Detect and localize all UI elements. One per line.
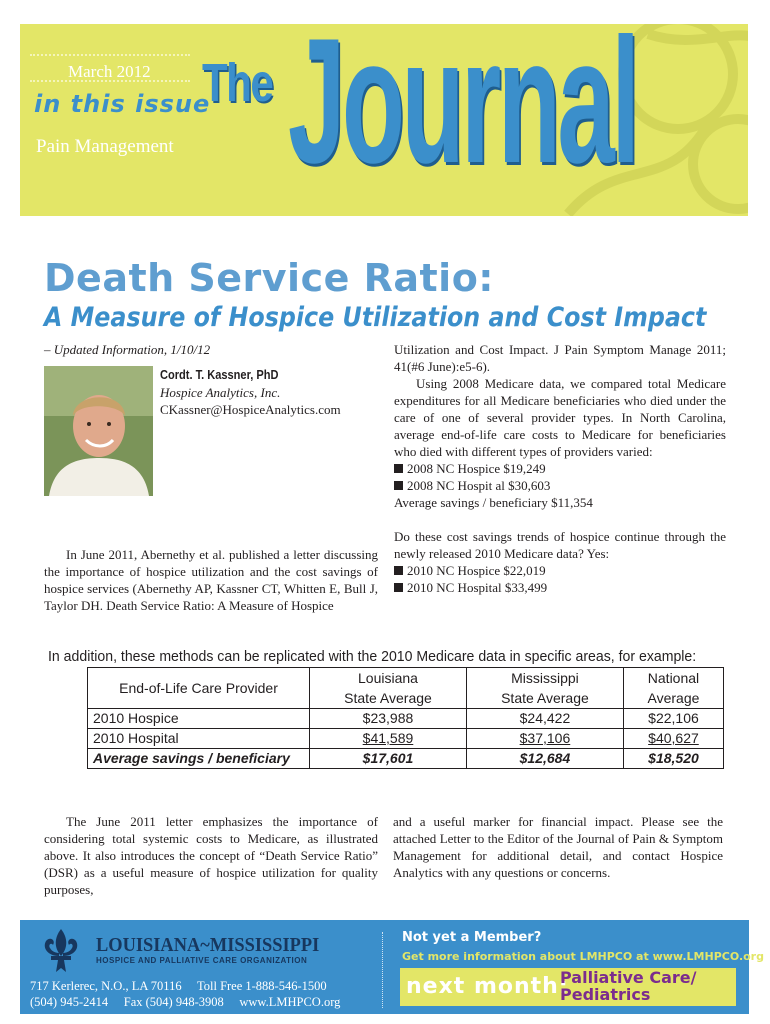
author-photo xyxy=(44,366,153,496)
org-name: LOUISIANA~MISSISSIPPI xyxy=(96,934,320,956)
cell-national: $18,520 xyxy=(623,749,723,769)
cell-national: $40,627 xyxy=(623,729,723,749)
header-louisiana-line2: State Average xyxy=(344,690,432,706)
issue-date: March 2012 xyxy=(68,62,151,81)
member-info-link[interactable]: Get more information about LMHPCO at www.LMHPCO.org xyxy=(402,950,764,963)
author-organization: Hospice Analytics, Inc. xyxy=(160,385,281,400)
medicare-2008-paragraph: Using 2008 Medicare data, we compared total Medicare expenditures for all Medicare beneficiaries who died under the care of one of several provider types. In North Carolina, average end-of-life care costs to Medicare for beneficiaries who died with different types of providers varied: xyxy=(394,376,726,459)
header-mississippi xyxy=(466,668,623,709)
article-title: Death Service Ratio: xyxy=(44,256,495,300)
table-header-row xyxy=(88,668,724,709)
header-mississippi-line1: Mississippi xyxy=(511,670,579,686)
right-column xyxy=(394,341,726,596)
author-block xyxy=(160,366,341,418)
table-row xyxy=(88,709,724,729)
header-louisiana-line1: Louisiana xyxy=(358,670,418,686)
next-month-box xyxy=(400,968,736,1006)
bullet-2010-hospice: 2010 NC Hospice $22,019 xyxy=(394,562,726,579)
bullet-2008-hospital: 2008 NC Hospit al $30,603 xyxy=(394,477,726,494)
cell-mississippi: $37,106 xyxy=(466,729,623,749)
header-louisiana xyxy=(310,668,467,709)
row-label: Average savings / beneficiary xyxy=(88,749,310,769)
savings-2008: Average savings / beneficiary $11,354 xyxy=(394,495,593,510)
cell-national: $22,106 xyxy=(623,709,723,729)
next-topic-line1: Palliative Care/ xyxy=(560,968,697,987)
phone-line: (504) 945-2414 Fax (504) 948-3908 www.LMHPCO.org xyxy=(30,995,341,1009)
next-month-label: next month: xyxy=(406,974,569,999)
next-month-topic xyxy=(560,969,696,1003)
conclusion-paragraph-left: The June 2011 letter emphasizes the importance of considering total systemic costs to Medicare, as illustrated above. It also introduces the concept of “Death Service Ratio” (DSR) as a useful measure of hospice utilization for quality purposes, xyxy=(44,814,378,897)
header-national-line2: Average xyxy=(647,690,700,706)
cell-mississippi: $24,422 xyxy=(466,709,623,729)
header-mississippi-line2: State Average xyxy=(501,690,589,706)
dotted-rule xyxy=(30,54,190,56)
cell-louisiana: $41,589 xyxy=(310,729,467,749)
question-2010: Do these cost savings trends of hospice continue through the newly released 2010 Medicare data? Yes: xyxy=(394,529,726,561)
org-subtitle: HOSPICE AND PALLIATIVE CARE ORGANIZATION xyxy=(96,956,308,965)
table-row xyxy=(88,729,724,749)
cost-comparison-table xyxy=(87,667,724,769)
cell-mississippi: $12,684 xyxy=(466,749,623,769)
footer-banner xyxy=(20,920,764,1014)
header-provider: End-of-Life Care Provider xyxy=(88,668,310,709)
cell-louisiana: $17,601 xyxy=(310,749,467,769)
issue-topic: Pain Management xyxy=(36,136,174,157)
header-national xyxy=(623,668,723,709)
contact-address xyxy=(30,978,340,1010)
row-label: 2010 Hospital xyxy=(88,729,310,749)
cell-louisiana: $23,988 xyxy=(310,709,467,729)
citation-continued: Utilization and Cost Impact. J Pain Symptom Manage 2011; 41(#6 June):e5-6). xyxy=(394,342,726,374)
masthead-journal: Journal xyxy=(288,24,637,200)
article-subtitle: A Measure of Hospice Utilization and Cost Impact xyxy=(44,302,707,333)
author-name: Cordt. T. Kassner, PhD xyxy=(160,367,279,382)
author-email[interactable]: CKassner@HospiceAnalytics.com xyxy=(160,402,341,417)
bullet-2008-hospice: 2008 NC Hospice $19,249 xyxy=(394,460,726,477)
in-this-issue-label: in this issue xyxy=(34,90,211,118)
conclusion-paragraph-right: and a useful marker for financial impact. Please see the attached Letter to the Editor of the Journal of Pain & Symptom Management for additional detail, and contact Hospice Analytics with any questions or concerns. xyxy=(393,814,723,880)
fleur-de-lis-icon xyxy=(36,926,86,976)
address-line: 717 Kerlerec, N.O., LA 70116 Toll Free 1-888-546-1500 xyxy=(30,979,327,993)
row-label: 2010 Hospice xyxy=(88,709,310,729)
updated-note: – Updated Information, 1/10/12 xyxy=(44,342,211,357)
header-national-line1: National xyxy=(647,670,700,686)
table-row-total xyxy=(88,749,724,769)
table-intro: In addition, these methods can be replicated with the 2010 Medicare data in specific areas, for example: xyxy=(48,648,697,665)
masthead xyxy=(20,24,748,216)
next-topic-line2: Pediatrics xyxy=(560,985,651,1004)
footer-divider xyxy=(382,932,383,1008)
masthead-the: The xyxy=(202,53,273,113)
bullet-2010-hospital: 2010 NC Hospital $33,499 xyxy=(394,579,726,596)
intro-paragraph: In June 2011, Abernethy et al. published a letter discussing the importance of hospice utilization and the cost savings of hospice services (Abernethy AP, Kassner CT, Whitten E, Bull J, Taylor DH. Death Service Ratio: A Measure of Hospice xyxy=(44,547,378,613)
member-question: Not yet a Member? xyxy=(402,930,542,945)
